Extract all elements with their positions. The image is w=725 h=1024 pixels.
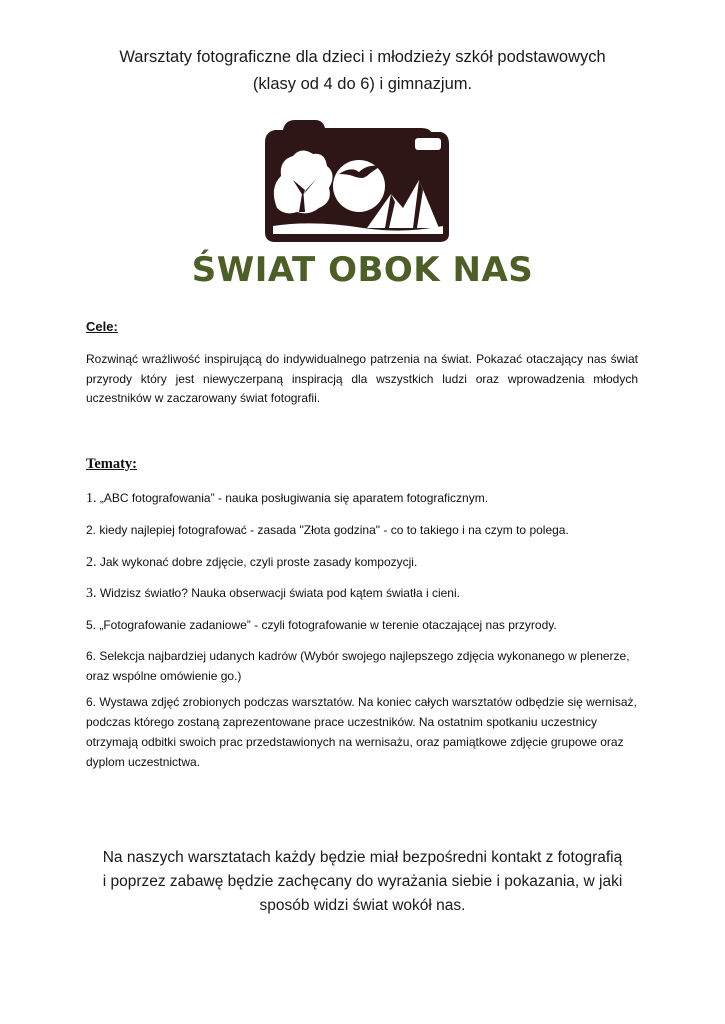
- topic-item-3: [86, 552, 646, 573]
- topic-number: 3.: [86, 586, 97, 601]
- topic-number: 6.: [86, 649, 97, 663]
- topic-item-7: [86, 692, 651, 772]
- topic-text: Wystawa zdjęć zrobionych podczas warsztatów. Na koniec całych warsztatów odbędzie się wernisaż, podczas którego zostaną zaprezentowane prace uczestników. Na ostatnim spotkaniu uczestnicy otrzymają odbitki swoich prac przedstawionych na wernisażu, oraz pamiątkowe zdjęcie grupowe oraz dyplom uczestnictwa.: [86, 695, 637, 769]
- header-line-2: (klasy od 4 do 6) i gimnazjum.: [252, 75, 473, 93]
- topic-text: „Fotografowanie zadaniowe” - czyli fotografowanie w terenie otaczającej nas przyrody.: [99, 618, 557, 632]
- topic-number: 5.: [86, 618, 97, 632]
- topic-number: 2.: [86, 523, 97, 537]
- topic-text: „ABC fotografowania” - nauka posługiwania się aparatem fotograficznym.: [99, 491, 489, 505]
- topic-item-1: [86, 488, 646, 509]
- topic-number: 1.: [86, 491, 97, 506]
- header-title: [40, 44, 685, 98]
- closing-line-3: sposób widzi świat wokół nas.: [259, 897, 466, 914]
- goals-heading: Cele:: [86, 319, 118, 334]
- topic-number: 6.: [86, 695, 97, 709]
- closing-line-2: i poprzez zabawę będzie zachęcany do wyrażania siebie i pokazania, w jaki: [102, 873, 623, 890]
- header-line-1: Warsztaty fotograficzne dla dzieci i młodzieży szkół podstawowych: [119, 48, 606, 66]
- topic-text: Widzisz światło? Nauka obserwacji świata pod kątem światła i cieni.: [99, 586, 460, 600]
- topic-item-2: [86, 520, 646, 540]
- topic-text: kiedy najlepiej fotografować - zasada "Złota godzina" - co to takiego i na czym to polega.: [99, 523, 569, 537]
- topics-heading: Tematy:: [86, 456, 138, 472]
- topic-text: Selekcja najbardziej udanych kadrów (Wybór swojego najlepszego zdjęcia wykonanego w plenerze, oraz wspólne omówienie go.): [86, 649, 630, 683]
- closing-paragraph: [60, 846, 665, 918]
- camera-logo-icon: [263, 116, 451, 244]
- main-title: ŚWIAT OBOK NAS: [191, 250, 534, 290]
- goals-text: Rozwinąć wrażliwość inspirującą do indywidualnego patrzenia na świat. Pokazać otaczający nas świat przyrody który jest niewyczerpaną inspiracją dla wszystkich ludzi oraz wprowadzenia młodych uczestników w zaczarowany świat fotografii.: [86, 352, 638, 405]
- topic-text: Jak wykonać dobre zdjęcie, czyli proste zasady kompozycji.: [99, 555, 418, 569]
- topic-item-4: [86, 583, 646, 604]
- topic-item-6: [86, 646, 636, 686]
- topic-number: 2.: [86, 555, 97, 570]
- closing-line-1: Na naszych warsztatach każdy będzie miał bezpośredni kontakt z fotografią: [102, 849, 623, 866]
- topic-item-5: [86, 615, 646, 635]
